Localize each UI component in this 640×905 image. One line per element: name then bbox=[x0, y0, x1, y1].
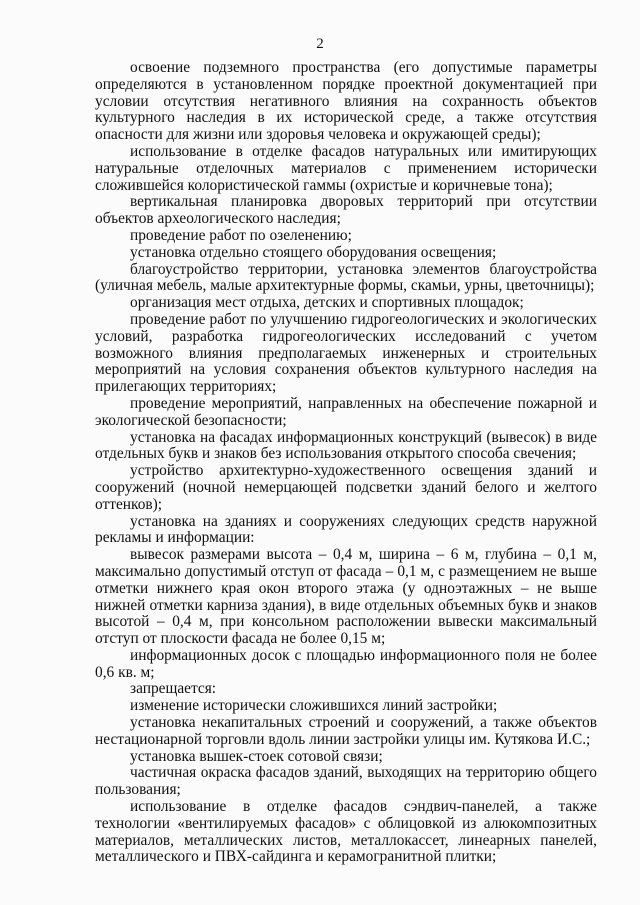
paragraph: проведение мероприятий, направленных на обеспечение пожарной и экологической безопасности; bbox=[95, 394, 597, 429]
paragraph: установка некапитальных строений и сооружений, а также объектов нестационарной торговли вдоль линии застройки улицы им. Кутякова И.С.; bbox=[95, 714, 597, 748]
paragraph: проведение работ по озеленению; bbox=[130, 226, 352, 244]
document-body bbox=[95, 60, 597, 866]
paragraph: запрещается: bbox=[130, 680, 217, 698]
paragraph: установка на зданиях и сооружениях следующих средств наружной рекламы и информации: bbox=[95, 512, 597, 547]
paragraph: организация мест отдыха, детских и спортивных площадок; bbox=[130, 294, 524, 312]
paragraph: информационных досок с площадью информационного поля не более 0,6 кв. м; bbox=[95, 646, 597, 681]
paragraph: вывесок размерами высота – 0,4 м, ширина – 6 м, глубина – 0,1 м, максимально допустимый отступ от фасада – 0,1 м, с размещением не выше отметки нижнего края окон второго этажа (у одноэтажных – не выше нижней отметки карниза здания), в виде отдельных объемных букв и знаков высотой – 0,4 м, при консольном расположении вывески максимальный отступ от плоскости фасада не более 0,15 м; bbox=[95, 546, 597, 648]
paragraph: установка отдельно стоящего оборудования освещения; bbox=[130, 243, 497, 261]
paragraph: благоустройство территории, установка элементов благоустройства (уличная мебель, малые архитектурные формы, скамьи, урны, цветочницы); bbox=[95, 260, 597, 295]
page-number: 2 bbox=[316, 36, 324, 52]
paragraph: установка вышек-стоек сотовой связи; bbox=[130, 747, 383, 765]
paragraph: установка на фасадах информационных конструкций (вывесок) в виде отдельных букв и знаков без использования открытого способа свечения; bbox=[95, 428, 597, 463]
paragraph: использование в отделке фасадов натуральных или имитирующих натуральные отделочных материалов с применением исторически сложившейся колористической гаммы (охристые и коричневые тона); bbox=[95, 142, 597, 194]
paragraph: использование в отделке фасадов сэндвич-панелей, а также технологии «вентилируемых фасадов» с облицовкой из алюкомпозитных материалов, металлических листов, металлокассет, линеарных панелей, металлического и ПВХ-сайдинга и керамогранитной плитки; bbox=[95, 798, 597, 866]
paragraph: вертикальная планировка дворовых территорий при отсутствии объектов археологического наследия; bbox=[95, 193, 597, 228]
paragraph: частичная окраска фасадов зданий, выходящих на территорию общего пользования; bbox=[95, 764, 597, 799]
paragraph: изменение исторически сложившихся линий застройки; bbox=[130, 697, 498, 715]
paragraph: устройство архитектурно-художественного освещения зданий и сооружений (ночной немерцающей подсветки зданий белого и желтого оттенков); bbox=[95, 462, 597, 513]
paragraph: проведение работ по улучшению гидрогеологических и экологических условий, разработка гидрогеологических исследований с учетом возможного влияния предполагаемых инженерных и строительных мероприятий на условия сохранения объектов культурного наследия на прилегающих территориях; bbox=[95, 310, 597, 396]
paragraph: освоение подземного пространства (его допустимые параметры определяются в установленном порядке проектной документацией при условии отсутствия негативного влияния на сохранность объектов культурного наследия в их исторической среде, а также отсутствия опасности для жизни или здоровья человека и окружающей среды); bbox=[95, 59, 597, 144]
